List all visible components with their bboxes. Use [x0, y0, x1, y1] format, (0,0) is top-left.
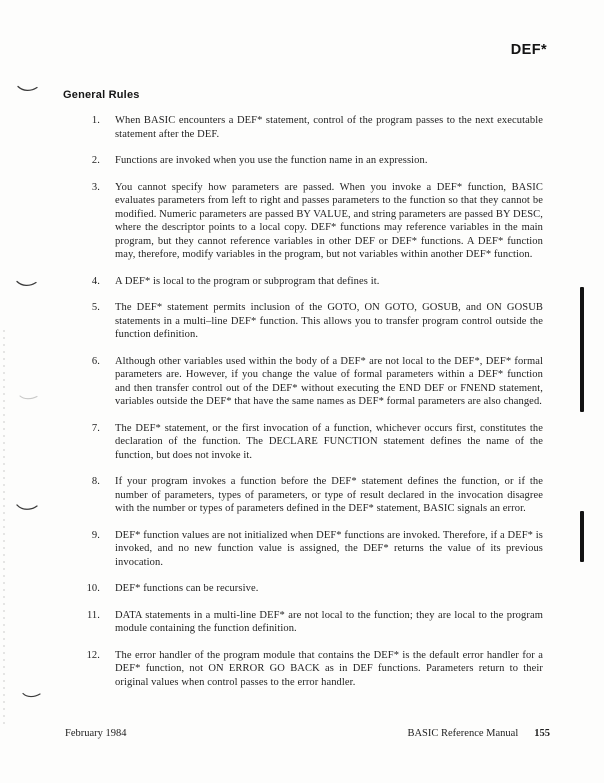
- rule-item: [63, 181, 543, 262]
- footer-date: February 1984: [65, 728, 127, 739]
- rule-item: [63, 154, 543, 168]
- rule-item: [63, 649, 543, 690]
- rule-number: 2.: [91, 155, 100, 166]
- rule-item: [63, 475, 543, 516]
- scan-noise-edge: [3, 330, 5, 725]
- change-bar: [580, 287, 584, 412]
- rule-number: 4.: [91, 275, 100, 287]
- margin-mark-icon: [17, 84, 38, 93]
- rule-text: Although other variables used within the body of a DEF* are not local to the DEF*, DEF* formal parameters are. However, if you change the value of formal parameters within a DEF* function and then transfer control out of the DEF* without executing the END DEF or FNEND statement, variables outside the DEF* that have the same names as DEF* formal parameters are also changed.: [115, 355, 543, 407]
- margin-mark-icon: [19, 394, 38, 401]
- rule-number: 5.: [91, 302, 100, 313]
- rule-number: 7.: [91, 422, 100, 434]
- rule-text: A DEF* is local to the program or subprogram that defines it.: [115, 275, 380, 287]
- rule-text: The DEF* statement, or the first invocation of a function, whichever occurs first, constitutes the declaration of the function. The DECLARE FUNCTION statement defines the name of the function, but does not invoke it.: [115, 422, 543, 461]
- margin-mark-icon: [16, 502, 38, 512]
- rule-text: If your program invokes a function before the DEF* statement defines the function, or if the number of parameters, types of parameters, or type of result declared in the invocation disagree with the number or types of parameters defined in the DEF* statement, BASIC signals an error.: [115, 476, 543, 514]
- rule-item: [63, 114, 543, 141]
- rule-number: 9.: [91, 529, 100, 541]
- change-bar: [580, 511, 584, 562]
- rule-text: You cannot specify how parameters are passed. When you invoke a DEF* function, BASIC evaluates parameters from left to right and passes parameters to the function so that they cannot be modified. Numeric parameters are passed BY VALUE, and string parameters are passed BY DESC, where the descriptor points to a local copy. DEF* functions may reference variables in the main program, but they cannot reference variables in other DEF or DEF* functions. A DEF* function may, therefore, modify variables in the program, but not variables within another DEF* function.: [115, 181, 543, 260]
- rule-text: When BASIC encounters a DEF* statement, control of the program passes to the next executable statement after the DEF.: [115, 115, 543, 140]
- rule-number: 10.: [86, 583, 100, 594]
- rule-number: 1.: [91, 115, 100, 126]
- rule-text: Functions are invoked when you use the function name in an expression.: [115, 155, 428, 166]
- rule-item: [63, 529, 543, 570]
- rule-item: [63, 275, 543, 289]
- rule-number: 3.: [91, 181, 100, 193]
- margin-mark-icon: [22, 691, 41, 699]
- margin-mark-icon: [16, 279, 37, 288]
- footer-page-number: 155: [534, 728, 550, 739]
- rule-text: DEF* functions can be recursive.: [115, 583, 259, 594]
- rule-number: 12.: [86, 649, 100, 661]
- general-rules-list: [63, 114, 543, 702]
- rule-text: DEF* function values are not initialized when DEF* functions are invoked. Therefore, if a DEF* is invoked, and no new function value is assigned, the DEF* returns the value of its previous invocation.: [115, 529, 543, 568]
- rule-text: The DEF* statement permits inclusion of the GOTO, ON GOTO, GOSUB, and ON GOSUB statements in a multi–line DEF* function. This allows you to transfer program control outside the function definition.: [115, 302, 543, 340]
- rule-item: [63, 582, 543, 596]
- running-head: DEF*: [510, 42, 547, 58]
- rule-item: [63, 422, 543, 463]
- rule-item: [63, 609, 543, 636]
- rule-number: 8.: [91, 476, 100, 487]
- footer-manual-title: BASIC Reference Manual: [407, 728, 519, 739]
- footer-right: [407, 728, 550, 739]
- rule-item: [63, 301, 543, 342]
- rule-text: DATA statements in a multi-line DEF* are not local to the function; they are local to the program module containing the function definition.: [115, 609, 543, 634]
- rule-number: 6.: [91, 355, 100, 367]
- rule-item: [63, 355, 543, 409]
- rule-number: 11.: [86, 609, 100, 621]
- section-title: General Rules: [63, 89, 140, 101]
- rule-text: The error handler of the program module that contains the DEF* is the default error handler for a DEF* function, not ON ERROR GO BACK as in DEF functions. Parameters return to their original values when control passes to the error handler.: [115, 649, 543, 688]
